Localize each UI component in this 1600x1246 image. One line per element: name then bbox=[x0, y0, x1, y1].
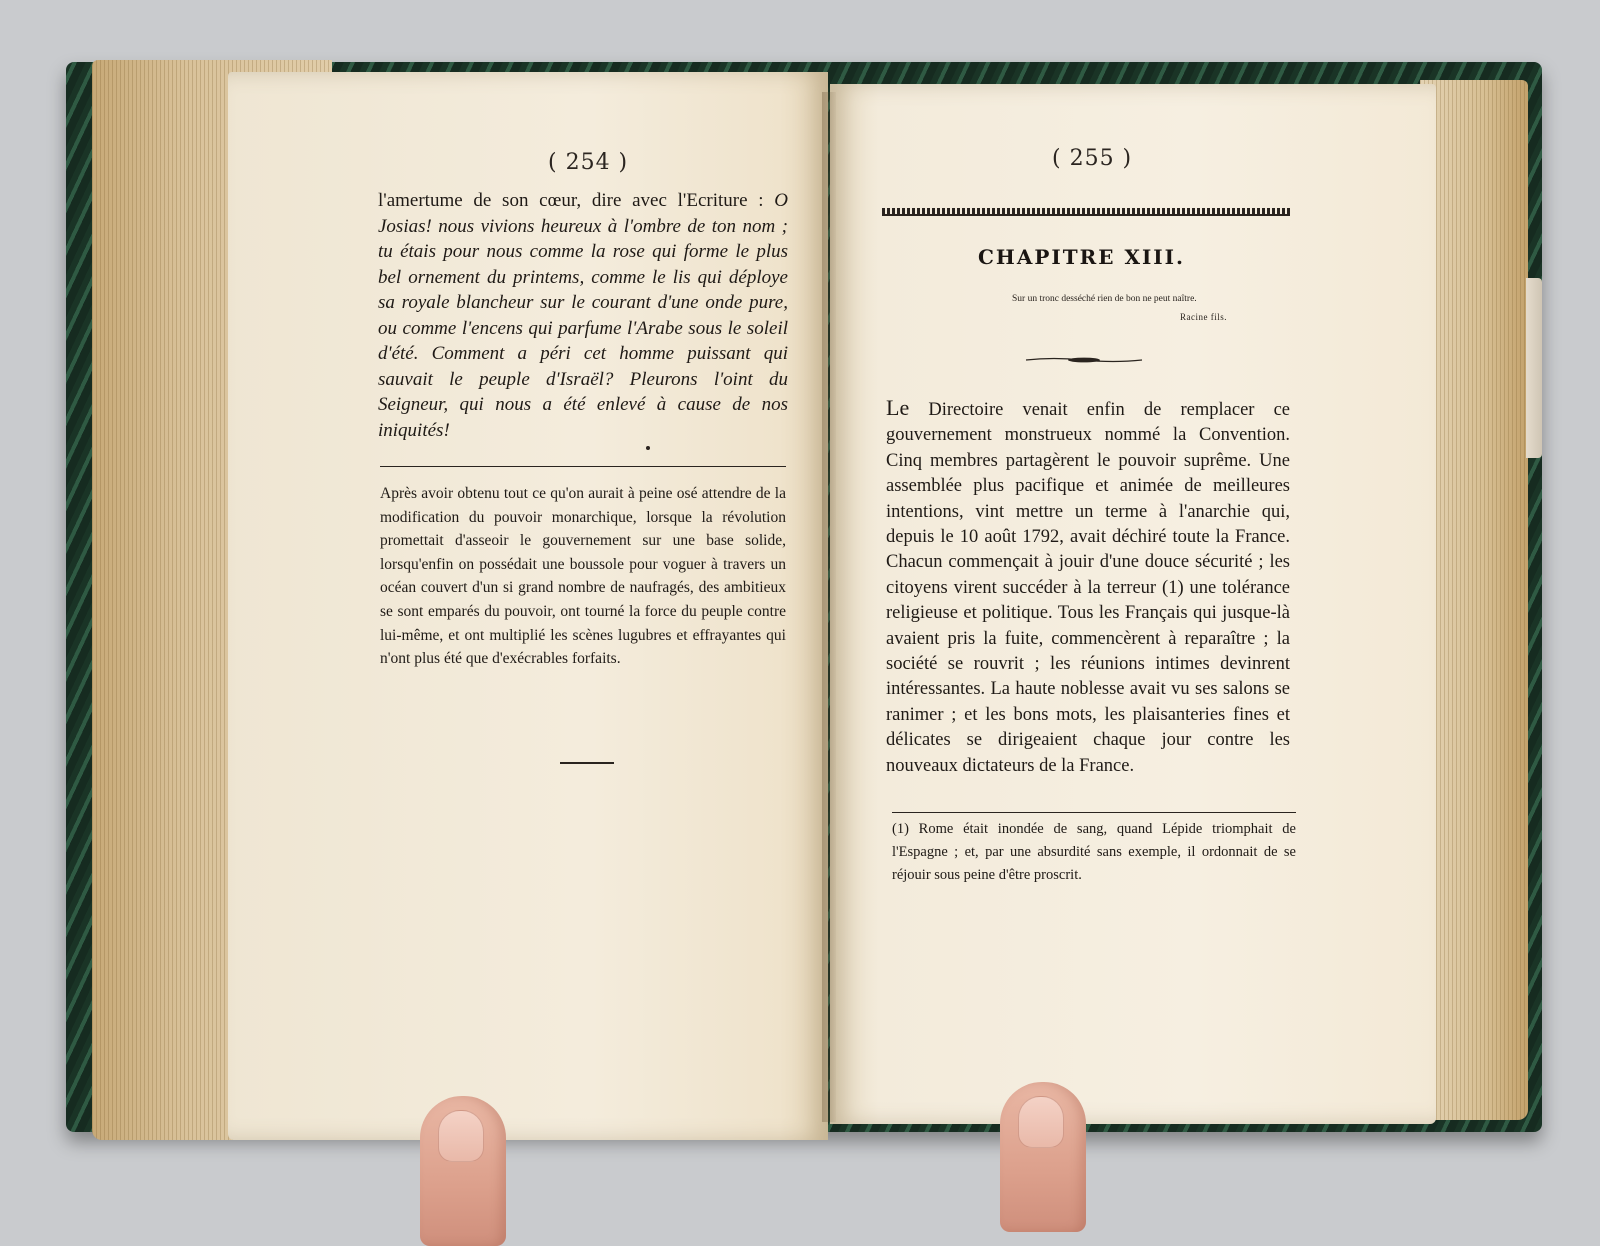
chapter-body-text: Directoire venait enfin de remplacer ce gouvernement monstrueux nommé la Convention. Cinq membres partagèrent le pouvoir suprême. Une assemblée plus pacifique et animée de meilleures intentions, vint mettre un terme à l'anarchie qui, depuis le 10 août 1792, avait déchiré toute la France. Chacun commençait à jouir d'une douce sécurité ; les citoyens virent succéder à la terreur (1) une tolérance religieuse et politique. Tous les Français qui jusque-là avaient pris la fuite, commencèrent à reparaître ; la société se rouvrit ; les réunions intimes devinrent intéressantes. La haute noblesse avait vu ses salons se ranimer ; et les bons mots, les plaisanteries fines et délicates se dirigeaient chaque jour contre les nouveaux dictateurs de la France. bbox=[886, 400, 1290, 776]
left-rule bbox=[380, 466, 786, 467]
left-page-number: ( 254 ) bbox=[548, 150, 629, 175]
chapter-body bbox=[886, 395, 1290, 779]
left-paragraph: Après avoir obtenu tout ce qu'on aurait à peine osé attendre de la modification du pouvoir monarchique, lorsque la révolution promettait d'asseoir le gouvernement sur une base solide, lorsqu'enfin on possédait une boussole pour voguer à travers un océan couvert d'un si grand nombre de naufragés, des ambitieux se sont emparés du pouvoir, ont tourné la force du peuple contre lui-même, et ont multiplié les scènes lugubres et effrayantes qui n'ont plus été que d'exécrables forfaits. bbox=[380, 485, 786, 668]
book-gutter bbox=[822, 92, 836, 1122]
epigraph-author: Racine fils. bbox=[1180, 312, 1227, 322]
left-quote bbox=[378, 188, 788, 443]
dropcap: Le bbox=[886, 395, 910, 420]
left-thumb bbox=[420, 1096, 506, 1246]
right-page-number: ( 255 ) bbox=[1052, 146, 1133, 171]
footnote: (1) Rome était inondée de sang, quand Lépide triomphait de l'Espagne ; et, par une absurdité sans exemple, il ordonnait de se réjouir sous peine d'être proscrit. bbox=[892, 821, 1296, 883]
epigraph: Sur un tronc desséché rien de bon ne peut naître. bbox=[1012, 294, 1197, 304]
right-thumb bbox=[1000, 1082, 1086, 1232]
quote-italic: O Josias! nous vivions heureux à l'ombre de ton nom ; tu étais pour nous comme la rose qui forme le plus bel ornement du printems, comme le lis qui déploye sa royale blancheur sur le courant d'une onde pure, ou comme l'encens qui parfume l'Arabe sous le soleil d'été. Comment a péri cet homme puissant qui sauvait le peuple d'Israël? Pleurons l'oint du Seigneur, qui nous a été enlevé à cause de nos iniquités! bbox=[378, 190, 789, 441]
page-tab bbox=[1526, 278, 1542, 458]
bullet-dot bbox=[646, 446, 650, 450]
chapter-title: CHAPITRE XIII. bbox=[978, 245, 1185, 269]
left-end-rule bbox=[560, 762, 614, 764]
decorative-rule bbox=[882, 208, 1290, 216]
quote-intro: l'amertume de son cœur, dire avec l'Ecriture : bbox=[378, 190, 764, 211]
fleuron-ornament bbox=[1024, 356, 1144, 364]
right-page-stack bbox=[1420, 80, 1528, 1120]
footnote-rule bbox=[892, 812, 1296, 813]
